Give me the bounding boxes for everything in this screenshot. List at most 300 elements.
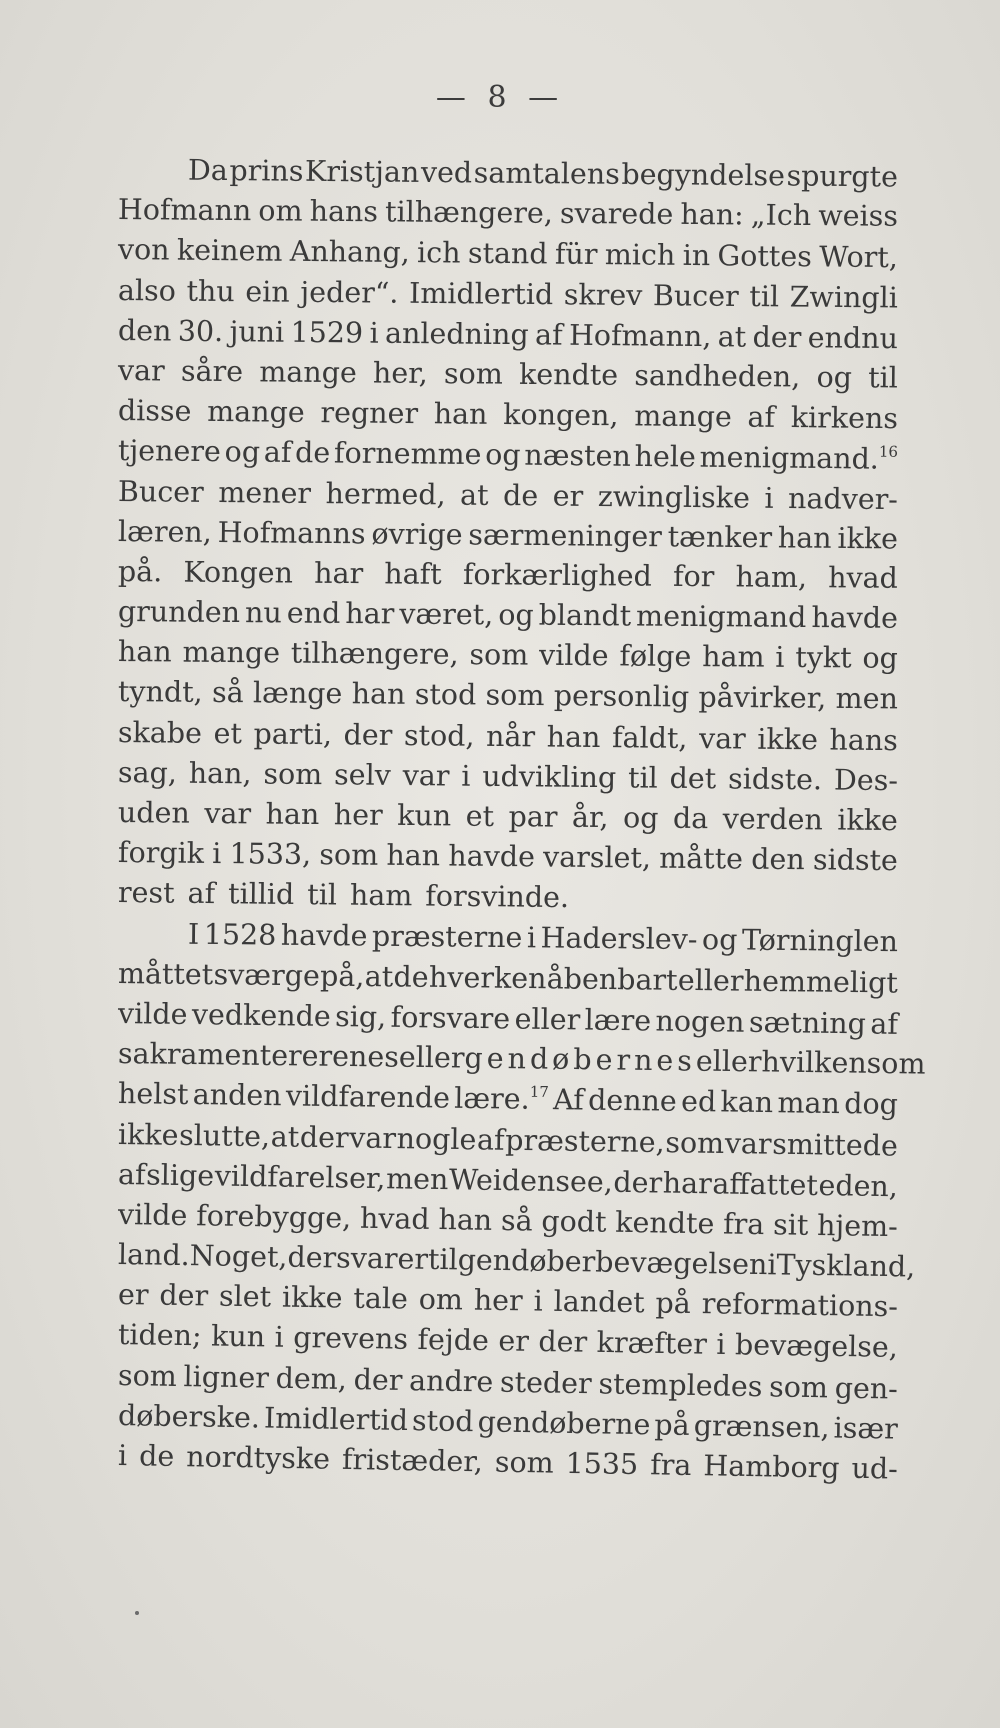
word: ham xyxy=(702,640,765,674)
word: et xyxy=(465,799,495,833)
word: „Ich xyxy=(750,198,812,233)
word: ed xyxy=(680,1085,717,1119)
word: tjenere xyxy=(117,434,222,469)
word: i xyxy=(775,640,785,675)
word: verden xyxy=(722,802,823,837)
word: Imidlertid xyxy=(263,1401,409,1437)
text-line xyxy=(118,271,898,319)
word: man xyxy=(777,1086,841,1121)
word: Imidlertid xyxy=(408,276,554,311)
word: som xyxy=(485,678,545,713)
word: nogen xyxy=(655,1004,745,1039)
word: anden xyxy=(192,1078,282,1113)
word: prins xyxy=(229,154,304,188)
word: thu xyxy=(186,274,235,308)
word: sværge xyxy=(213,957,321,993)
word: som xyxy=(443,357,503,391)
word: mange xyxy=(259,355,357,390)
word: at xyxy=(364,959,394,994)
word: her, xyxy=(372,356,428,390)
word: har xyxy=(662,1166,713,1201)
word: som xyxy=(665,1125,725,1160)
word: ikke xyxy=(837,803,899,838)
word: af xyxy=(870,1007,899,1041)
word: ikke xyxy=(757,722,819,756)
word: men xyxy=(835,682,899,716)
word: sidste. xyxy=(727,762,823,797)
word: haft xyxy=(384,557,442,591)
word: andre xyxy=(408,1363,494,1399)
word: Des- xyxy=(833,763,899,797)
word: tænker xyxy=(667,519,773,554)
word: og xyxy=(224,435,261,469)
word: døberske. xyxy=(117,1398,261,1435)
word: men xyxy=(385,1161,449,1196)
word: på xyxy=(655,1286,692,1321)
word: så xyxy=(211,676,244,710)
word: rest xyxy=(117,876,175,911)
word: hans xyxy=(829,723,899,757)
word: kendte xyxy=(615,1205,715,1241)
word: i xyxy=(533,1284,543,1318)
word: nordtyske xyxy=(186,1440,331,1476)
word: kan xyxy=(720,1085,774,1120)
word: han xyxy=(546,720,601,754)
word: kendte xyxy=(518,357,619,392)
word: for xyxy=(672,559,715,594)
word: der xyxy=(613,1165,663,1200)
text-line xyxy=(118,552,898,599)
word: also xyxy=(117,273,177,308)
word: svarer xyxy=(335,1241,429,1276)
word: nadver- xyxy=(787,481,899,516)
word: Af xyxy=(552,1083,585,1117)
word: i xyxy=(461,759,471,793)
word: som xyxy=(319,838,379,872)
word: menigmand. xyxy=(699,440,880,476)
word: denne xyxy=(587,1083,678,1119)
word: Tyskland, xyxy=(776,1248,916,1284)
word: af xyxy=(747,400,776,435)
word: 1529 xyxy=(290,315,364,350)
word: smittede xyxy=(771,1127,899,1163)
word: var xyxy=(117,353,165,388)
word: sag, xyxy=(117,755,178,790)
word: disse xyxy=(117,394,192,428)
word: havde xyxy=(448,839,536,874)
word: hverken xyxy=(428,960,547,995)
word: faldt, xyxy=(611,720,688,755)
word: Weidensee, xyxy=(448,1162,614,1199)
word: fra xyxy=(722,1207,765,1242)
word: af xyxy=(117,1157,146,1192)
word: jeder“. xyxy=(300,275,399,310)
footnote-marker: 16 xyxy=(878,442,899,462)
word: påvirker, xyxy=(698,681,827,716)
word: ud- xyxy=(851,1451,899,1486)
word: kræfter xyxy=(596,1326,708,1362)
word: hans xyxy=(309,194,379,229)
word: såre xyxy=(180,354,244,389)
word: helst xyxy=(117,1077,189,1112)
word: reformations- xyxy=(701,1287,899,1324)
word: de xyxy=(393,960,429,994)
word: eller xyxy=(695,1044,762,1079)
word: på. xyxy=(117,554,163,589)
word: ligner xyxy=(183,1359,270,1395)
word: han xyxy=(433,397,488,431)
word: ham xyxy=(349,879,413,913)
word: svarede xyxy=(559,197,674,232)
word: og xyxy=(816,360,853,394)
word: fornemme xyxy=(333,436,482,472)
text-line xyxy=(118,672,898,720)
word: Haderslev- xyxy=(540,920,698,956)
word: vildfarelser, xyxy=(214,1159,386,1195)
word: bevægelse, xyxy=(734,1328,899,1365)
word: og xyxy=(498,598,534,632)
word: forkærlighed xyxy=(462,557,652,593)
word: selv xyxy=(333,758,392,792)
word: havde xyxy=(280,918,368,953)
page-number: — 8 — xyxy=(435,80,565,115)
word: hemmeligt xyxy=(743,964,899,1000)
word: i xyxy=(716,1328,726,1362)
word: forgik xyxy=(117,836,205,871)
word: stod xyxy=(414,678,477,712)
word: var xyxy=(204,796,252,831)
word: blandt xyxy=(538,598,632,633)
word: hermed, xyxy=(325,476,446,511)
word: stand xyxy=(467,237,548,271)
word: han xyxy=(265,797,320,832)
word: keinem xyxy=(176,233,283,269)
text-line xyxy=(118,190,898,237)
word: tykt xyxy=(795,641,852,675)
word: land. xyxy=(117,1238,191,1273)
word: vedkende xyxy=(191,997,331,1033)
word: Noget, xyxy=(189,1239,288,1274)
word: af xyxy=(187,877,216,911)
word: her xyxy=(333,798,383,832)
body-text xyxy=(117,150,926,1486)
word: læren, xyxy=(117,514,212,549)
word: regner xyxy=(320,396,419,431)
word: skrev xyxy=(563,277,643,312)
word: været, xyxy=(399,597,494,632)
word: forebygge, xyxy=(195,1199,352,1235)
word: weiss xyxy=(818,199,899,233)
word: så xyxy=(500,1203,533,1238)
word: da xyxy=(672,801,709,836)
word: var xyxy=(349,1120,397,1155)
word: i xyxy=(369,316,379,350)
word: af xyxy=(476,1122,505,1157)
word: til xyxy=(868,361,899,395)
word: tyndt, xyxy=(117,675,203,710)
word: grevens xyxy=(293,1321,409,1357)
word: i xyxy=(526,920,537,954)
word: hvad xyxy=(828,561,899,595)
word: har xyxy=(314,556,364,591)
word: af xyxy=(263,435,292,470)
word: hvilken xyxy=(761,1045,867,1080)
word: slige xyxy=(145,1158,215,1193)
word: tillid xyxy=(227,877,295,912)
word: ikke xyxy=(281,1280,343,1315)
word: der xyxy=(287,1240,337,1275)
word: havde xyxy=(811,601,899,635)
word: affattet xyxy=(712,1167,819,1202)
word: at xyxy=(459,478,489,512)
word: år, xyxy=(571,800,609,835)
word: eden, xyxy=(818,1168,899,1203)
word: mange xyxy=(634,399,732,434)
word: ikke xyxy=(117,1117,179,1152)
word: Hofmanns xyxy=(217,515,366,551)
word: tilhængere, xyxy=(290,636,459,672)
word: Kongen xyxy=(183,555,294,590)
word: som xyxy=(866,1046,926,1081)
word: fejde xyxy=(417,1323,490,1358)
word: næsten xyxy=(524,438,632,474)
word: måtte xyxy=(659,841,744,876)
word: end xyxy=(286,596,341,631)
word: gendøberne xyxy=(477,1405,651,1442)
word: som xyxy=(469,638,529,672)
word: tilhængere, xyxy=(384,195,554,230)
word: Anhang, xyxy=(289,235,410,270)
footnote-marker: 17 xyxy=(529,1083,550,1102)
word: eller xyxy=(398,1040,465,1075)
word: fristæder, xyxy=(341,1442,484,1479)
word: han xyxy=(351,677,406,712)
word: var xyxy=(698,721,746,756)
word: 1528 xyxy=(203,917,277,952)
word: den xyxy=(117,313,172,348)
word: som xyxy=(768,1369,829,1405)
word: Bucer xyxy=(652,278,739,313)
word: hvad xyxy=(359,1201,430,1236)
word: han xyxy=(777,521,832,555)
word: er xyxy=(498,1324,530,1359)
word: til xyxy=(307,878,338,912)
word: af xyxy=(534,318,563,352)
word: var xyxy=(724,1126,772,1161)
word: slutte, xyxy=(178,1118,271,1153)
ink-speck xyxy=(135,1611,139,1615)
word: grunden xyxy=(117,595,241,630)
word: vilde xyxy=(117,1197,188,1232)
word: Tørninglen xyxy=(741,923,899,958)
word: han, xyxy=(188,756,252,791)
word: forsvare xyxy=(390,1000,511,1036)
word: og xyxy=(701,922,738,957)
word: til xyxy=(627,761,658,795)
word: har xyxy=(345,597,395,631)
word: vilde xyxy=(539,638,609,673)
word: ved xyxy=(420,155,473,190)
word: tiden; xyxy=(117,1318,202,1353)
word: i xyxy=(117,1439,128,1473)
word: vildfarende xyxy=(285,1079,451,1115)
word: von xyxy=(117,233,170,267)
word: godt xyxy=(541,1204,607,1239)
word: sidste xyxy=(812,843,899,878)
word: gendøbernes xyxy=(464,1041,697,1078)
word: sig, xyxy=(334,999,387,1034)
word: ikke xyxy=(837,521,899,556)
word: I xyxy=(187,917,200,951)
word-with-footnote xyxy=(699,438,898,480)
word-with-footnote xyxy=(454,1079,549,1121)
word: skabe xyxy=(117,715,203,750)
word: endnu xyxy=(807,320,899,355)
word: varslet, xyxy=(542,840,652,875)
word: mange xyxy=(182,635,281,670)
word: på, xyxy=(319,959,365,993)
word: uden xyxy=(117,796,191,830)
word: hele xyxy=(634,440,697,474)
word: ham, xyxy=(735,560,808,594)
word: der xyxy=(353,1362,403,1397)
word: sit xyxy=(772,1208,809,1242)
word: i xyxy=(274,1321,285,1355)
word: der xyxy=(159,1278,209,1313)
word: landet xyxy=(553,1285,645,1320)
word: særmeninger xyxy=(468,518,663,553)
word: Hamborg xyxy=(703,1449,840,1485)
word: og xyxy=(862,641,898,676)
word: den xyxy=(751,842,805,877)
word: dog xyxy=(843,1087,899,1122)
word: om xyxy=(418,1282,464,1317)
word: anledning xyxy=(384,316,529,352)
word: når xyxy=(485,719,536,753)
word: han xyxy=(438,1202,493,1237)
word: samtalens xyxy=(473,156,620,191)
word: kongen, xyxy=(503,398,619,433)
word: steder xyxy=(499,1365,592,1400)
word: menigmand xyxy=(635,599,807,635)
word: lære xyxy=(584,1003,652,1038)
word: er xyxy=(552,479,584,513)
word: er xyxy=(117,1278,149,1312)
word: 30. xyxy=(177,314,224,348)
word: mich xyxy=(604,238,676,273)
word: som xyxy=(494,1445,554,1480)
word: Hofmann xyxy=(117,193,252,228)
word: eller xyxy=(514,1002,581,1037)
word: kun xyxy=(210,1319,266,1354)
word: kirkens xyxy=(790,401,899,436)
word: mener xyxy=(218,475,312,510)
word: vilde xyxy=(117,996,188,1031)
word: det xyxy=(669,761,717,796)
word: præsterne xyxy=(371,919,523,954)
word: Wort, xyxy=(819,240,899,275)
word: spurgte xyxy=(786,159,899,194)
word: slet xyxy=(218,1279,272,1314)
word: udvikling xyxy=(482,759,617,795)
word: zwingliske xyxy=(597,479,751,515)
word: her xyxy=(473,1283,523,1318)
word: juni xyxy=(229,314,285,349)
word: der xyxy=(343,717,393,752)
word: Zwingli xyxy=(789,280,899,315)
word: de xyxy=(138,1439,175,1473)
word: stod xyxy=(411,1403,474,1439)
word: i xyxy=(212,837,222,871)
word: længe xyxy=(252,676,343,711)
word: nu xyxy=(244,596,282,630)
word: forsvinde. xyxy=(425,879,570,915)
word: gen- xyxy=(834,1371,899,1406)
text-line xyxy=(118,592,898,639)
word: om xyxy=(258,194,303,228)
word: han xyxy=(117,635,172,669)
word: de xyxy=(502,478,539,512)
word: für xyxy=(554,237,598,272)
word: i xyxy=(767,1248,777,1282)
word: kun xyxy=(397,798,452,833)
word: Da xyxy=(187,153,229,188)
word: der xyxy=(752,320,802,354)
word: på xyxy=(654,1408,690,1442)
word: at xyxy=(717,320,747,354)
word: gendøberbevægelsen xyxy=(457,1243,768,1282)
word: stempledes xyxy=(598,1367,763,1403)
word: at xyxy=(270,1119,300,1154)
word: Hofmann, xyxy=(568,318,712,353)
word: måttet xyxy=(117,956,214,991)
word: Kristjan xyxy=(304,154,420,189)
word: var xyxy=(402,758,450,793)
word: der xyxy=(299,1120,349,1154)
word: sakramentererenes xyxy=(117,1037,400,1074)
word: et xyxy=(213,716,243,750)
word: lære. xyxy=(454,1082,530,1117)
word: som xyxy=(263,757,323,791)
word: og xyxy=(485,438,521,472)
word: 1533, xyxy=(229,837,312,872)
word: præsterne, xyxy=(504,1123,665,1159)
word: og xyxy=(622,801,659,835)
word: dem, xyxy=(275,1361,348,1396)
word: til xyxy=(427,1242,458,1277)
word: Gottes xyxy=(717,239,813,274)
word: 1535 xyxy=(565,1446,639,1482)
word: in xyxy=(682,239,711,273)
word: i xyxy=(764,481,774,515)
word: ein xyxy=(245,274,290,309)
word: især xyxy=(833,1411,899,1446)
word: han: xyxy=(680,198,744,232)
word: hjem- xyxy=(816,1208,899,1244)
word: personlig xyxy=(553,679,690,714)
word: de xyxy=(294,436,331,470)
word: ich xyxy=(416,236,461,270)
word: mange xyxy=(207,395,305,430)
word: øvrige xyxy=(371,517,463,551)
word: Bucer xyxy=(117,474,204,509)
word: følge xyxy=(619,639,692,674)
word: sandheden, xyxy=(634,358,801,394)
word: begyndelse xyxy=(621,157,786,193)
word: sætning xyxy=(748,1005,867,1041)
word: nogle xyxy=(396,1121,477,1156)
word: som xyxy=(117,1358,178,1393)
